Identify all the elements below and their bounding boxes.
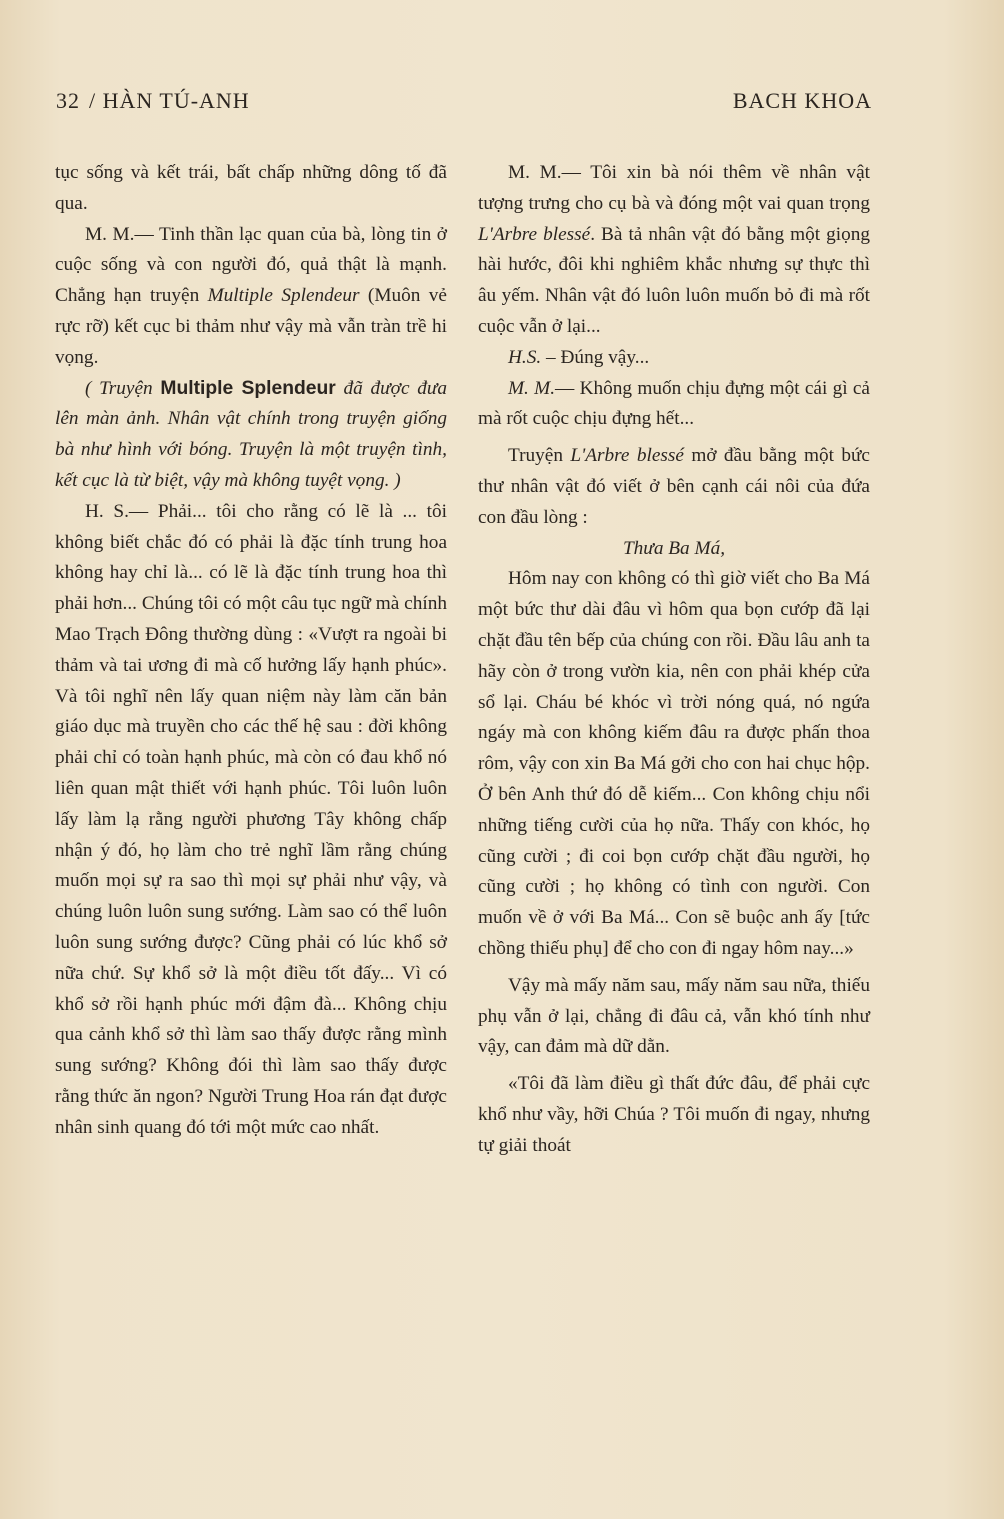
paragraph-text: mở đầu bằng một bức thư nhân vật đó viết ở bên cạnh cái nôi của đứa con đầu lòng :: [478, 445, 870, 528]
book-title: Multiple Splendeur: [207, 285, 360, 307]
speaker: M. M.: [508, 377, 556, 399]
left-column: [55, 158, 447, 1144]
running-author: / HÀN TÚ-ANH: [89, 88, 250, 113]
paragraph-question: [478, 374, 870, 436]
speaker: H.S.: [508, 346, 542, 368]
magazine-name: BACH KHOA: [732, 88, 872, 113]
note-text: ( Truyện: [85, 377, 161, 399]
paragraph-text: M. M.— Tinh thần lạc quan của bà, lòng tin ở cuộc sống và con người đó, quả thật là mạnh. Chẳng hạn truyện: [55, 223, 447, 307]
editor-note: [55, 374, 447, 497]
paragraph-text: (Muôn vẻ rực rỡ) kết cục bi thảm như vậy mà vẫn tràn trề hi vọng.: [55, 285, 447, 368]
page-header: [56, 88, 872, 120]
note-text: đã được đưa lên màn ảnh. Nhân vật chính trong truyện giống bà như hình với bóng. Truyện là một truyện tình, kết cục là từ biệt, vậy mà không tuyệt vọng. ): [55, 377, 448, 491]
paragraph-answer: H. S.— Phải... tôi cho rằng có lẽ là ... tôi không biết chắc đó có phải là đặc tính trung hoa không hay chỉ là... có lẽ là đặc tính trung hoa thì phải hơn... Chúng tôi có một câu tục ngữ mà chính Mao Trạch Đông thường dùng : «Vượt ra ngoài bi thảm và tai ương đi mà cố hưởng lấy hạnh phúc». Và tôi nghĩ nên lấy quan niệm này làm căn bản giáo dục mà truyền cho các thế hệ sau : đời không phải chỉ có toàn hạnh phúc, mà còn có đau khổ nó liên quan mật thiết với hạnh phúc. Tôi luôn luôn lấy làm lạ rằng người phương Tây không chấp nhận ý đó, họ làm cho trẻ nghĩ lầm rằng chúng muốn mọi sự ra sao thì mọi sự phải như vậy, và chúng luôn luôn sung sướng. Làm sao có thể luôn luôn sung sướng được? Cũng phải có lúc khổ sở nữa chứ. Sự khổ sở là một điều tốt đấy... Vì có khổ sở rồi hạnh phúc mới đậm đà... Không chịu qua cảnh khổ sở thì làm sao thấy được rằng mình sung sướng? Không đói thì làm sao thấy được rằng thức ăn ngon? Người Trung Hoa rán đạt được nhân sinh quang đó tới một mức cao nhất.: [55, 500, 447, 1138]
paragraph: «Tôi đã làm điều gì thất đức đâu, để phải cực khổ như vầy, hỡi Chúa ? Tôi muốn đi ngay, nhưng tự giải thoát: [478, 1073, 870, 1156]
paragraph-text: Truyện: [508, 445, 571, 467]
book-title: Multiple Splendeur: [160, 377, 336, 399]
paragraph-answer: [478, 343, 870, 374]
book-title: L'Arbre blessé: [478, 223, 591, 245]
paragraph-text: M. M.— Tôi xin bà nói thêm về nhân vật tượng trưng cho cụ bà và đóng một vai quan trọng: [478, 162, 870, 214]
paragraph: tục sống và kết trái, bất chấp những dông tố đã qua.: [55, 162, 447, 214]
paragraph-question: [478, 158, 870, 343]
right-column: [478, 158, 870, 1162]
page-number: 32: [56, 88, 80, 113]
paragraph-text: — Không muốn chịu đựng một cái gì cả mà rốt cuộc chịu đựng hết...: [478, 377, 870, 430]
paragraph: [478, 441, 870, 533]
letter-body: Hôm nay con không có thì giờ viết cho Ba Má một bức thư dài đâu vì hôm qua bọn cướp đã lại chặt đầu tên bếp của chúng con rồi. Đầu lâu anh ta hãy còn ở trong vườn kia, nên con phải khép cửa sổ lại. Cháu bé khóc vì trời nóng quá, nó ngứa ngáy mà con không kiếm đâu ra được phấn thoa rôm, vậy con xin Ba Má gởi cho con hai chục hộp. Ở bên Anh thứ đó dễ kiếm... Con không chịu nổi những tiếng cười của họ nữa. Thấy con khóc, họ cũng cười ; đi coi bọn cướp chặt đầu người, họ cũng cười ; họ không có tình con người. Con muốn về ở với Ba Má... Con sẽ buộc anh ấy [tức chồng thiếu phụ] để cho con đi ngay hôm nay...»: [478, 568, 870, 959]
paragraph-text: . Bà tả nhân vật đó bằng một giọng hài hước, đôi khi nghiêm khắc nhưng sự thực thì âu yếm. Nhân vật đó luôn luôn muốn bỏ đi mà rốt cuộc vẫn ở lại...: [478, 223, 870, 337]
paragraph-question: [55, 220, 447, 374]
paragraph-text: – Đúng vậy...: [541, 346, 650, 368]
paragraph: Vậy mà mấy năm sau, mấy năm sau nữa, thiếu phụ vẫn ở lại, chẳng đi đâu cả, vẫn khó tính như vậy, can đảm mà dữ dằn.: [478, 974, 870, 1058]
book-title: L'Arbre blessé: [570, 445, 684, 467]
letter-salutation: Thưa Ba Má,: [622, 537, 726, 559]
